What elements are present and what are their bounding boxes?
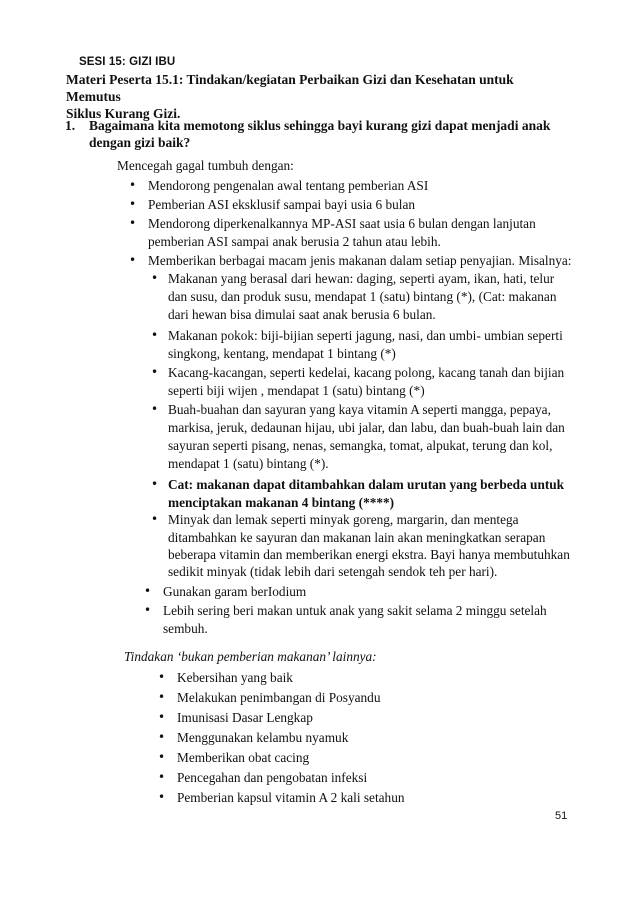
food-item-continued: dan susu, dan produk susu, mendapat 1 (satu) bintang (*), (Cat: makanan <box>168 289 557 304</box>
list-item: Lebih sering beri makan untuk anak yang sakit selama 2 minggu setelah <box>163 603 547 618</box>
bullet-icon: • <box>144 584 152 598</box>
list-item: Mendorong pengenalan awal tentang pemberian ASI <box>148 178 429 193</box>
bullet-icon: • <box>151 365 159 379</box>
list-item: Gunakan garam berIodium <box>163 584 307 599</box>
nonfeeding-heading: Tindakan ‘bukan pemberian makanan’ lainnya: <box>124 649 377 664</box>
food-item: Minyak dan lemak seperti minyak goreng, margarin, dan mentega <box>168 512 519 527</box>
food-item-continued: ditambahkan ke sayuran dan makanan lain akan meningkatkan serapan <box>168 530 546 545</box>
nonfeeding-item: Pencegahan dan pengobatan infeksi <box>177 770 368 785</box>
food-item-continued: sayuran seperti pisang, nenas, semangka, tomat, alpukat, terung dan kol, <box>168 438 553 453</box>
nonfeeding-item: Melakukan penimbangan di Posyandu <box>177 690 381 705</box>
intro-text: Mencegah gagal tumbuh dengan: <box>117 158 294 173</box>
nonfeeding-item: Menggunakan kelambu nyamuk <box>177 730 349 745</box>
food-item: Kacang-kacangan, seperti kedelai, kacang polong, kacang tanah dan bijian <box>168 365 565 380</box>
nonfeeding-item: Pemberian kapsul vitamin A 2 kali setahun <box>177 790 405 805</box>
list-item-continued: sembuh. <box>163 621 208 636</box>
food-note-continued: menciptakan makanan 4 bintang (****) <box>168 495 395 510</box>
bullet-icon: • <box>151 512 159 526</box>
document-title <box>66 71 566 122</box>
list-item: Memberikan berbagai macam jenis makanan dalam setiap penyajian. Misalnya: <box>148 253 572 268</box>
food-item-continued: mendapat 1 (satu) bintang (*). <box>168 456 329 471</box>
nonfeeding-item: Imunisasi Dasar Lengkap <box>177 710 313 725</box>
bullet-icon: • <box>144 603 152 617</box>
title-line: Materi Peserta 15.1: Tindakan/kegiatan Perbaikan Gizi dan Kesehatan untuk Memutus <box>66 72 514 104</box>
session-label: SESI 15: GIZI IBU <box>79 56 176 68</box>
nonfeeding-item: Memberikan obat cacing <box>177 750 310 765</box>
bullet-icon: • <box>158 750 166 764</box>
food-item-continued: singkong, kentang, mendapat 1 bintang (*) <box>168 346 396 361</box>
nonfeeding-item: Kebersihan yang baik <box>177 670 293 685</box>
food-item-continued: sedikit minyak (tidak lebih dari setengah sendok teh per hari). <box>168 564 498 579</box>
bullet-icon: • <box>158 790 166 804</box>
food-item-continued: dari hewan bisa dimulai saat anak berusia 6 bulan. <box>168 307 436 322</box>
food-item-continued: markisa, jeruk, dedaunan hijau, ubi jalar, dan labu, dan buah-buah lain dan <box>168 420 565 435</box>
title-line: Siklus Kurang Gizi. <box>66 106 181 121</box>
bullet-icon: • <box>158 770 166 784</box>
page-number: 51 <box>555 810 568 822</box>
bullet-icon: • <box>151 402 159 416</box>
food-item-continued: beberapa vitamin dan memberikan energi ekstra. Bayi hanya membutuhkan <box>168 547 570 562</box>
bullet-icon: • <box>158 670 166 684</box>
bullet-icon: • <box>129 253 137 267</box>
list-item: Pemberian ASI eksklusif sampai bayi usia 6 bulan <box>148 197 416 212</box>
bullet-icon: • <box>151 328 159 342</box>
bullet-icon: • <box>158 730 166 744</box>
food-item: Makanan pokok: biji-bijian seperti jagung, nasi, dan umbi- umbian seperti <box>168 328 563 343</box>
bullet-icon: • <box>129 197 137 211</box>
question-number: 1. <box>65 118 76 133</box>
question-line: Bagaimana kita memotong siklus sehingga bayi kurang gizi dapat menjadi anak <box>89 118 551 133</box>
bullet-icon: • <box>151 477 159 491</box>
question-line: dengan gizi baik? <box>89 135 191 150</box>
list-item-continued: pemberian ASI sampai anak berusia 2 tahun atau lebih. <box>148 234 441 249</box>
bullet-icon: • <box>129 178 137 192</box>
question-1 <box>65 117 559 151</box>
food-item: Makanan yang berasal dari hewan: daging, seperti ayam, ikan, hati, telur <box>168 271 555 286</box>
list-item: Mendorong diperkenalkannya MP-ASI saat usia 6 bulan dengan lanjutan <box>148 216 536 231</box>
food-item: Buah-buahan dan sayuran yang kaya vitamin A seperti mangga, pepaya, <box>168 402 551 417</box>
bullet-icon: • <box>158 690 166 704</box>
food-item-continued: seperti biji wijen , mendapat 1 (satu) bintang (*) <box>168 383 425 398</box>
bullet-icon: • <box>151 271 159 285</box>
food-note: Cat: makanan dapat ditambahkan dalam urutan yang berbeda untuk <box>168 477 565 492</box>
bullet-icon: • <box>129 216 137 230</box>
bullet-icon: • <box>158 710 166 724</box>
